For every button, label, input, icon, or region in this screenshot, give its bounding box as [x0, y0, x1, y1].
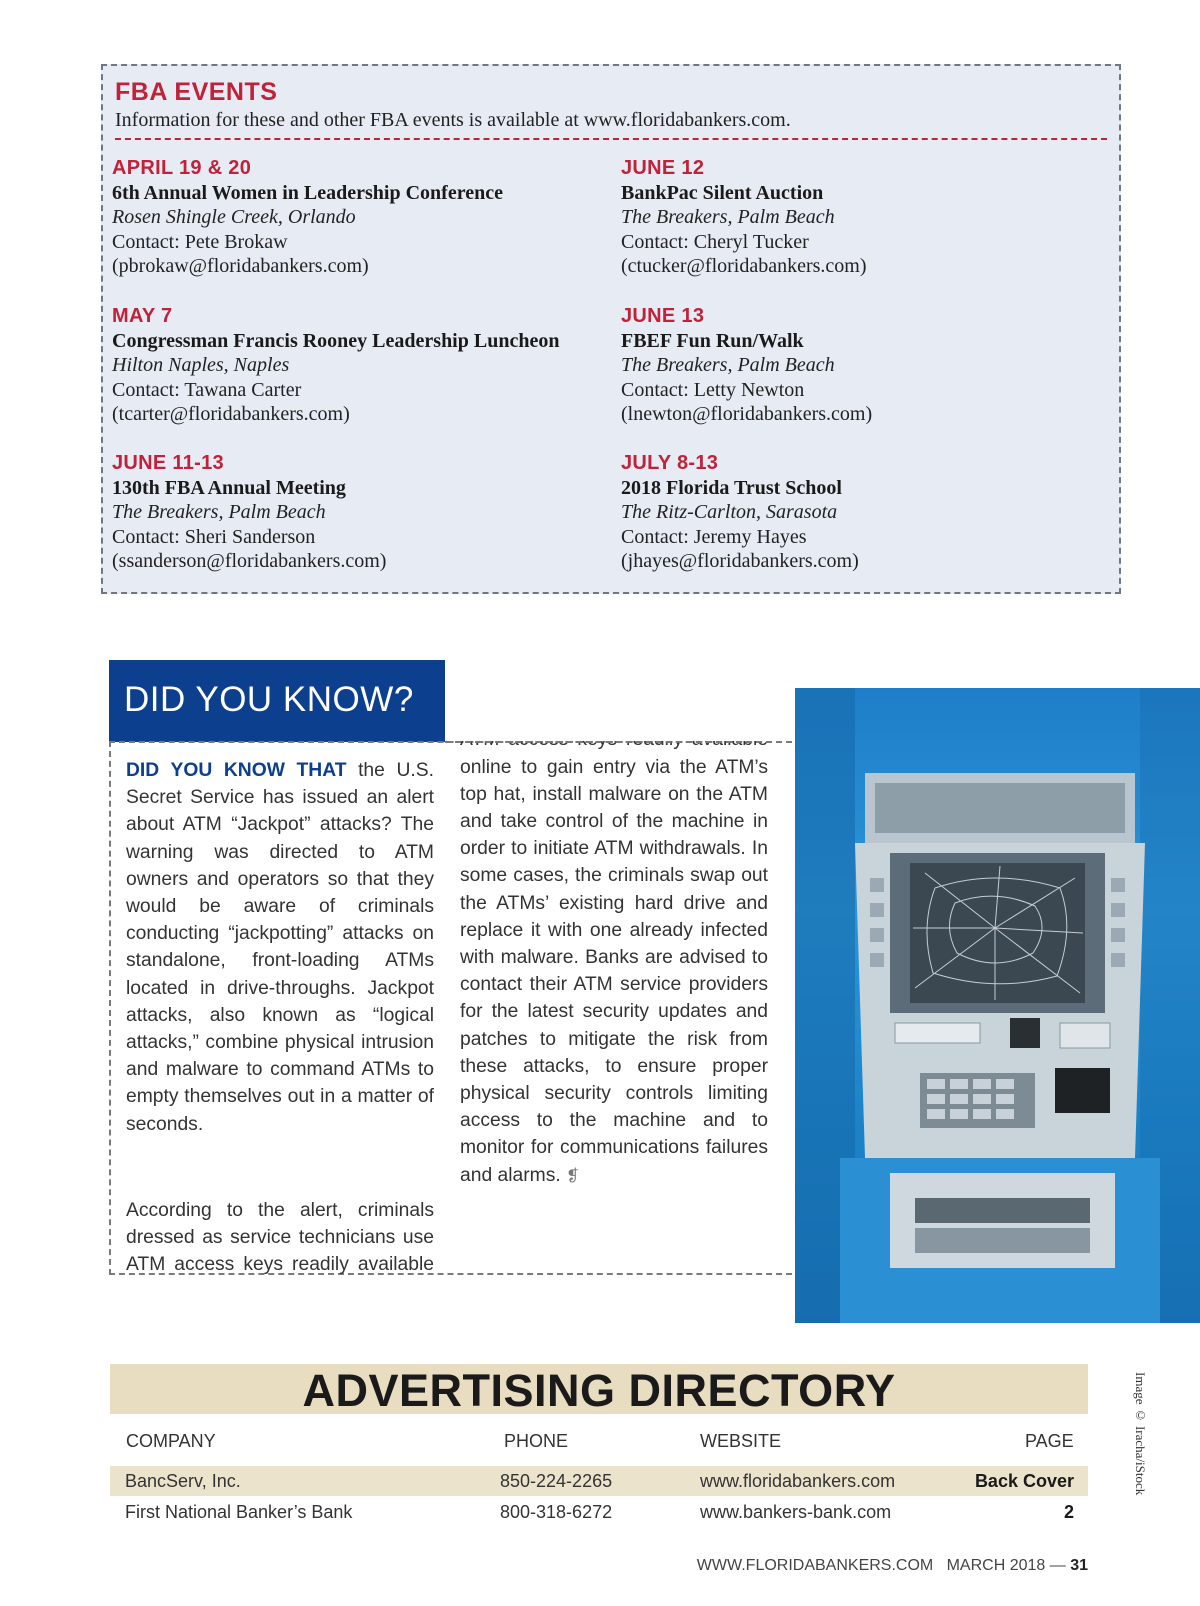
event-venue: The Breakers, Palm Beach [112, 501, 326, 524]
company-cell: BancServ, Inc. [125, 1471, 241, 1491]
page-number: 31 [1070, 1557, 1088, 1574]
footer-site[interactable]: WWW.FLORIDABANKERS.COM [696, 1557, 934, 1574]
event-item [112, 304, 602, 427]
page-footer [697, 1557, 1088, 1575]
did-you-know-column-left [126, 757, 434, 1152]
event-email[interactable]: (ssanderson@floridabankers.com) [112, 550, 387, 573]
table-row [110, 1497, 1088, 1527]
page-cell: Back Cover [974, 1471, 1074, 1491]
event-email[interactable]: (lnewton@floridabankers.com) [621, 403, 873, 426]
event-contact: Contact: Cheryl Tucker [621, 230, 809, 253]
did-you-know-column-right [460, 672, 768, 1257]
event-email[interactable]: (jhayes@floridabankers.com) [621, 550, 859, 573]
event-item [621, 304, 1111, 427]
column-header-phone: PHONE [504, 1431, 569, 1451]
events-subtitle: Information for these and other FBA events is available at www.floridabankers.com. [115, 109, 791, 131]
atm-photo [795, 688, 1200, 1323]
did-you-know-lead: DID YOU KNOW THAT [126, 760, 347, 781]
ad-directory-header [110, 1364, 1088, 1414]
event-venue: The Ritz-Carlton, Sarasota [621, 501, 838, 524]
event-item [621, 156, 1111, 279]
ad-directory-title: ADVERTISING DIRECTORY [302, 1365, 896, 1416]
event-date: MAY 7 [112, 305, 173, 327]
events-title: FBA EVENTS [115, 78, 278, 106]
event-date: JULY 8-13 [621, 452, 719, 474]
event-item [621, 451, 1111, 574]
event-item [112, 451, 602, 574]
did-you-know-header [109, 660, 445, 742]
did-you-know-paragraph [460, 672, 768, 1190]
did-you-know-title: DID YOU KNOW? [124, 680, 414, 719]
event-item [112, 156, 602, 279]
image-credit: Image © Iracha/iStock [1133, 1372, 1148, 1496]
fba-events-box [101, 64, 1121, 594]
event-date: APRIL 19 & 20 [112, 157, 252, 179]
event-contact: Contact: Sheri Sanderson [112, 525, 316, 548]
did-you-know-paragraph [126, 1197, 434, 1281]
website-cell[interactable]: www.floridabankers.com [700, 1471, 896, 1491]
phone-cell: 850-224-2265 [500, 1471, 613, 1491]
event-name: 2018 Florida Trust School [621, 476, 842, 499]
event-email[interactable]: (pbrokaw@floridabankers.com) [112, 255, 369, 278]
did-you-know-text-2: According to the alert, criminals dressed as service technicians use ATM access keys readily available [126, 1200, 434, 1276]
event-contact: Contact: Letty Newton [621, 378, 805, 401]
column-header-page: PAGE [1025, 1431, 1074, 1451]
event-name: Congressman Francis Rooney Leadership Luncheon [112, 329, 560, 352]
event-name: 6th Annual Women in Leadership Conference [112, 181, 503, 204]
event-email[interactable]: (tcarter@floridabankers.com) [112, 403, 350, 426]
event-venue: The Breakers, Palm Beach [621, 206, 835, 229]
did-you-know-column-left-cont [126, 1197, 434, 1281]
event-date: JUNE 11-13 [112, 452, 224, 474]
column-header-company: COMPANY [126, 1431, 216, 1451]
phone-cell: 800-318-6272 [500, 1502, 613, 1522]
event-date: JUNE 12 [621, 157, 705, 179]
event-venue: Hilton Naples, Naples [112, 354, 290, 377]
did-you-know-text: the U.S. Secret Service has issued an alert about ATM “Jackpot” attacks? The warning was directed to ATM owners and operators so that they would be aware of criminals conducting “jackpotting” attacks on standalone, front-loading ATMs located in drive-throughs. Jackpot attacks, also known as “logical attacks,” combine physical intrusion and malware to command ATMs to empty themselves out in a matter of seconds. [126, 760, 434, 1135]
company-cell: First National Banker’s Bank [125, 1502, 353, 1522]
event-contact: Contact: Tawana Carter [112, 378, 302, 401]
footer-issue: MARCH 2018 — [946, 1557, 1066, 1574]
did-you-know-text-2-cont: online to gain entry via the ATM’s top hat, install malware on the ATM and take control of the machine in order to initiate ATM withdrawals. In some cases, the criminals swap out the ATMs’ existing hard drive and replace it with one already infected with malware. Banks are advised to contact their ATM service providers for the latest security updates and patches to mitigate the risk from these attacks, to ensure proper physical security controls limiting access to the machine and to monitor for communications failures and alarms. [460, 756, 768, 1186]
event-name: BankPac Silent Auction [621, 181, 824, 204]
event-email[interactable]: (ctucker@floridabankers.com) [621, 255, 867, 278]
event-venue: The Breakers, Palm Beach [621, 354, 835, 377]
event-venue: Rosen Shingle Creek, Orlando [112, 206, 356, 229]
event-contact: Contact: Jeremy Hayes [621, 525, 807, 548]
event-contact: Contact: Pete Brokaw [112, 230, 288, 253]
event-name: 130th FBA Annual Meeting [112, 476, 346, 499]
table-row [110, 1466, 1088, 1496]
did-you-know-box [109, 741, 792, 1275]
events-divider [115, 138, 1107, 140]
event-date: JUNE 13 [621, 305, 705, 327]
website-cell[interactable]: www.bankers-bank.com [700, 1502, 892, 1522]
event-name: FBEF Fun Run/Walk [621, 329, 804, 352]
did-you-know-paragraph [126, 757, 434, 1138]
broken-atm-illustration [795, 688, 1200, 1323]
end-mark-icon: ❡ [566, 1167, 580, 1185]
did-you-know-top-border [445, 741, 792, 743]
column-header-website: WEBSITE [700, 1431, 782, 1451]
page-cell: 2 [1063, 1502, 1074, 1522]
column-mask [445, 600, 795, 741]
